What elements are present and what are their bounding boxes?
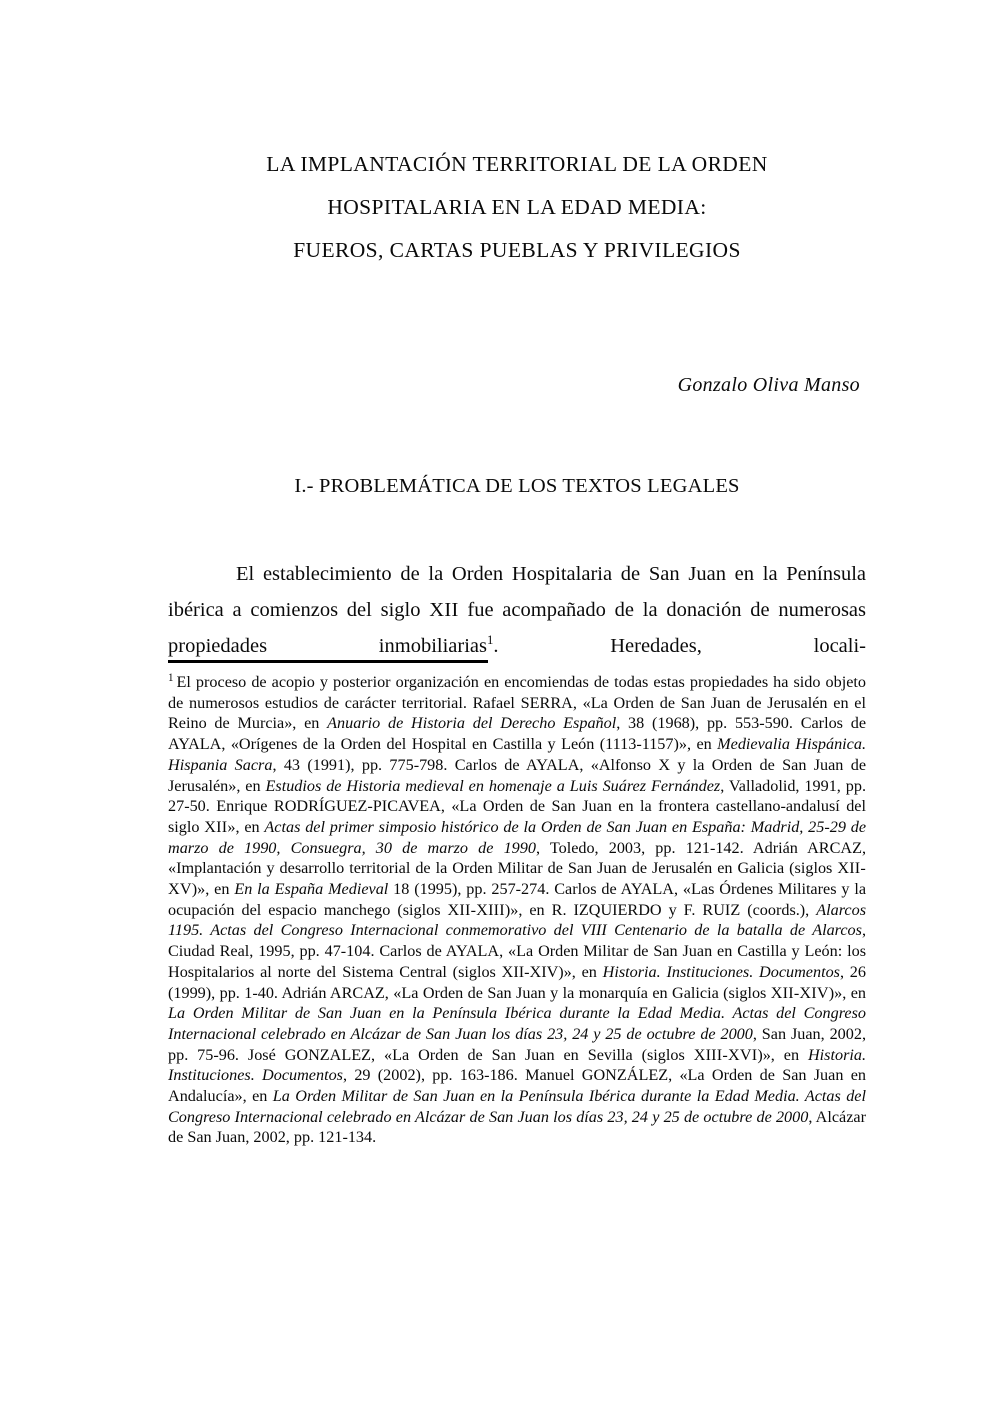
body-text-segment-2: fue acompañado de la donación de numerosas propiedades inmobiliarias — [168, 599, 867, 657]
footnote-run-6: , Valladolid, 1991, pp. 27-50. Enrique RODRÍGUEZ-PICAVEA, «La Orden de San Juan en la frontera castellano-andalusí del siglo — [168, 776, 866, 836]
footnote-run-29: La Orden Militar de San Juan en la Península Ibérica durante la Edad Media. Actas del Congreso Internacional celebrado en Alcázar de San Juan los días 23, 24 y 25 de octubre de 2000 — [168, 1087, 866, 1126]
footnote-run-16: )», en R. IZQUIERDO y F. RUIZ (coords.), — [504, 900, 817, 919]
title-line-3: FUEROS, CARTAS PUEBLAS Y PRIVILEGIOS — [293, 238, 741, 262]
footnote-run-12: )», en — [191, 880, 235, 899]
footnote-run-18: , Ciudad Real, 1995, pp. 47-104. Carlos de AYALA, «La Orden Militar de San Juan en Castilla y León: los Hospitalarios al norte del Sistema Central (siglos XII-XIV)», en — [168, 921, 866, 981]
title-line-2: HOSPITALARIA EN LA EDAD MEDIA: — [327, 195, 707, 219]
footnote-run-2: , 38 (1968), pp. 553-590. Carlos de AYALA, «Orígenes de la Orden del Hospital en Castilla y León (1113-1157)», en — [168, 714, 867, 754]
footnote-run-13: En la España Medieval — [234, 880, 389, 899]
body-text-segment-3: . Heredades, locali- — [493, 635, 866, 657]
footnote-run-17: Alarcos 1195. Actas del Congreso Internacional conmemorativo del VIII Centenario de la batalla de Alarcos — [168, 900, 866, 940]
footnote-run-28: , 29 (2002), pp. 163-186. Manuel GONZÁLEZ, «La Orden de San Juan en Andalucía», en — [168, 1066, 866, 1106]
footnote-run-0: El proceso de acopio y posterior organización en encomiendas de todas estas propiedades ha sido objeto de numerosos estudios de carácter territorial. Rafael SERRA, «La Orden de San Juan de Jerusalén en el Reino de Murcia», en — [168, 673, 866, 733]
footnote-separator-rule — [168, 660, 488, 663]
footnote-run-27: Historia. Instituciones. Documentos — [168, 1045, 867, 1085]
footnote-run-20: , 26 (1999), pp. 1-40. Adrián ARCAZ, «La Orden de San Juan y la monarquía en Galicia (siglos — [168, 962, 866, 1002]
body-text-segment-1: El establecimiento de la Orden Hospitalaria de San Juan en la Península ibérica a comienzos del siglo — [168, 563, 866, 621]
footnote-run-21: XII-XIV — [770, 983, 829, 1002]
footnote-run-23: La Orden Militar de San Juan en la Península Ibérica durante la Edad Media. Actas del Congreso Internacional celebrado en Alcázar de San Juan los días 23, 24 y 25 de octubre de 2000 — [168, 1004, 866, 1043]
footnote-run-15: XII-XIII — [447, 900, 505, 919]
footnote-body — [168, 673, 866, 1146]
footnote-run-7: XII — [204, 817, 228, 836]
footnote-run-10: , Toledo, 2003, pp. 121-142. Adrián ARCAZ, «Implantación y desarrollo territorial de la Orden Militar de San Juan de Jerusalén en Galicia (siglos — [168, 838, 867, 878]
footnote-run-19: Historia. Instituciones. Documentos — [602, 962, 840, 981]
footnote-run-24: , San Juan, 2002, pp. 75-96. José GONZALEZ, «La Orden de San Juan en Sevilla (siglos — [168, 1024, 866, 1064]
footnote-area — [168, 660, 866, 1148]
century-roman-numeral: XII — [429, 599, 459, 621]
footnote-run-8: », en — [227, 817, 265, 836]
footnote-run-4: , 43 (1991), pp. 775-798. Carlos de AYALA, «Alfonso X y la Orden de San Juan de Jerusalén», en — [168, 755, 866, 795]
footnote-run-30: , Alcázar de San Juan, 2002, pp. 121-134. — [168, 1107, 866, 1147]
author-block — [168, 374, 866, 397]
body-block — [168, 556, 866, 664]
text-column — [168, 0, 866, 664]
footnote-number: 1 — [168, 671, 174, 684]
footnote-run-9: Actas del primer simposio histórico de la Orden de San Juan en España: Madrid, 25-29 de marzo de 1990, Consuegra, 30 de marzo de 1990 — [168, 817, 867, 857]
footnote-run-25: XIII-XVI — [693, 1045, 758, 1064]
footnote-run-26: )», en — [757, 1045, 808, 1064]
footnote-run-1: Anuario de Historia del Derecho Español — [327, 714, 617, 733]
footnote-reference-marker[interactable]: 1 — [486, 633, 494, 648]
section-heading: I.- PROBLEMÁTICA DE LOS TEXTOS LEGALES — [294, 475, 740, 497]
footnote-run-3: Medievalia Hispánica. Hispania Sacra — [168, 735, 866, 774]
title-line-1: LA IMPLANTACIÓN TERRITORIAL DE LA ORDEN — [266, 152, 768, 176]
author-name: Gonzalo Oliva Manso — [677, 374, 860, 396]
body-paragraph — [168, 556, 866, 664]
document-title — [168, 143, 866, 272]
footnote-run-11: XII-XV — [168, 859, 866, 899]
section-heading-block — [168, 475, 866, 498]
footnote-run-5: Estudios de Historia medieval en homenaje a Luis Suárez Fernández — [265, 776, 721, 795]
footnote-text — [168, 672, 866, 1148]
footnote-run-14: 18 (1995), pp. 257-274. Carlos de AYALA, «Las Órdenes Militares y la ocupación del espacio manchego (siglos — [168, 880, 867, 919]
footnote-run-22: )», en — [828, 983, 867, 1002]
